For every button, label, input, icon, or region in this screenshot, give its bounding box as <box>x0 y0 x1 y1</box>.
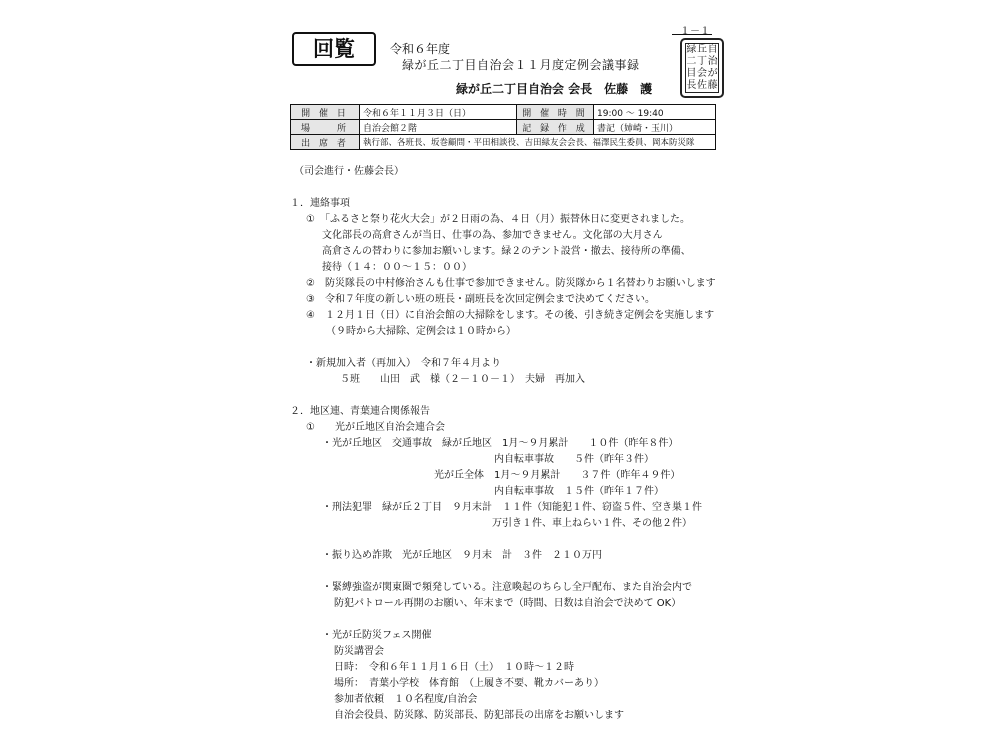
section-2-item: ① 光が丘地区自治会連合会 <box>306 422 445 433</box>
section-2-item: ・光が丘地区 交通事故 緑が丘地区 1月～９月累計 １０件（昨年８件） <box>322 438 679 449</box>
page-number: １－１ <box>680 26 710 37</box>
seal-grid <box>685 43 719 93</box>
era-line: 令和６年度 <box>390 42 451 56</box>
seal-char: 佐 <box>696 80 707 91</box>
place-value: 自治会館２階 <box>360 120 517 135</box>
date-value: 令和６年１１月３日（日） <box>360 105 517 120</box>
page-number-rule <box>672 34 712 35</box>
time-label: 開 催 時 間 <box>517 105 594 120</box>
section-1-item: ③ 令和７年度の新しい班の班長・副班長を次回定例会まで決めてください。 <box>306 294 655 305</box>
record-label: 記 録 作 成 <box>517 120 594 135</box>
seal-char: 自 <box>707 44 718 55</box>
section-1-item: 接待（１４：００～１５：００） <box>322 262 472 273</box>
seal-char: 会 <box>696 68 707 79</box>
section-2-item: 防災講習会 <box>334 646 384 657</box>
section-1-item: ① 「ふるさと祭り花火大会」が２日雨の為、４日（月）振替休日に変更されました。 <box>306 214 690 225</box>
section-1-item: 文化部長の高倉さんが当日、仕事の為、参加できません。文化部の大月さん <box>322 230 663 241</box>
section-2-item: 参加者依頼 １０名程度/自治会 <box>334 694 478 705</box>
section-1-title: １．連絡事項 <box>290 198 350 209</box>
new-member-heading: ・新規加入者（再加入） 令和７年４月より <box>306 358 501 369</box>
section-2-item: 光が丘全体 1月～９月累計 ３７件（昨年４９件） <box>434 470 681 481</box>
section-2-item: 自治会役員、防災隊、防災部長、防犯部長の出席をお願いします <box>334 710 624 721</box>
section-1-item: ② 防災隊長の中村修治さんも仕事で参加できません。防災隊から１名替わりお願いします <box>306 278 716 289</box>
date-label: 開 催 日 <box>291 105 360 120</box>
section-2-title: ２．地区連、青葉連合関係報告 <box>290 406 430 417</box>
organizer-line: 緑が丘二丁目自治会 会長 佐藤 護 <box>456 82 653 96</box>
section-2-item: 内自転車事故 １５件（昨年１７件） <box>494 486 664 497</box>
seal-char: 藤 <box>707 80 718 91</box>
seal-char: 目 <box>686 68 697 79</box>
circulation-stamp: 回覧 <box>292 32 376 66</box>
seal-stamp <box>680 38 724 98</box>
time-value: 19:00 ～ 19:40 <box>594 105 716 120</box>
chair-note: （司会進行・佐藤会長） <box>294 166 404 177</box>
section-2-item: ・緊縛強盗が関東圏で頻発している。注意喚起のちらし全戸配布、また自治会内で <box>322 582 692 593</box>
table-row <box>291 120 716 135</box>
section-2-item: 防犯パトロール再開のお願い、年末まで（時間、日数は自治会で決めて OK） <box>334 598 682 609</box>
section-2-item: ・光が丘防災フェス開催 <box>322 630 432 641</box>
seal-char: 二 <box>686 56 697 67</box>
document-title: 緑が丘二丁目自治会１１月度定例会議事録 <box>402 58 640 72</box>
section-2-item: 万引き１件、車上ねらい１件、その他２件） <box>492 518 692 529</box>
section-2-item: 日時： 令和６年１１月１６日（土） １０時～１２時 <box>334 662 574 673</box>
seal-char: 丁 <box>696 56 707 67</box>
seal-char: が <box>707 68 718 79</box>
section-1-item: 高倉さんの替わりに参加お願いします。緑２のテント設営・撤去、接待所の準備、 <box>322 246 691 257</box>
new-member-entry: ５班 山田 武 様（２－１０－１） 夫婦 再加入 <box>340 374 585 385</box>
seal-char: 緑 <box>686 44 697 55</box>
seal-char: 治 <box>707 56 718 67</box>
place-label: 場 所 <box>291 120 360 135</box>
meeting-info-table <box>290 104 716 150</box>
section-2-item: ・刑法犯罪 緑が丘２丁目 ９月末計 １１件（知能犯１件、窃盗５件、空き巣１件 <box>322 502 702 513</box>
seal-char: 長 <box>686 80 697 91</box>
attendees-label: 出 席 者 <box>291 135 360 150</box>
table-row <box>291 105 716 120</box>
attendees-value: 執行部、各班長、坂巻顧問・平田相談役、吉田緑友会会長、福澤民生委員、岡本防災隊 <box>360 135 716 150</box>
section-2-item: ・振り込め詐欺 光が丘地区 ９月末 計 ３件 ２１０万円 <box>322 550 602 561</box>
section-2-item: 場所： 青葉小学校 体育館 （上履き不要、靴カバーあり） <box>334 678 604 689</box>
section-1-item: ④ １２月１日（日）に自治会館の大掃除をします。その後、引き続き定例会を実施します <box>306 310 715 321</box>
section-1-item: （９時から大掃除、定例会は１０時から） <box>326 326 516 337</box>
seal-char: 丘 <box>696 44 707 55</box>
section-2-item: 内自転車事故 ５件（昨年３件） <box>494 454 654 465</box>
record-value: 書記（姉崎・玉川） <box>594 120 716 135</box>
table-row <box>291 135 716 150</box>
